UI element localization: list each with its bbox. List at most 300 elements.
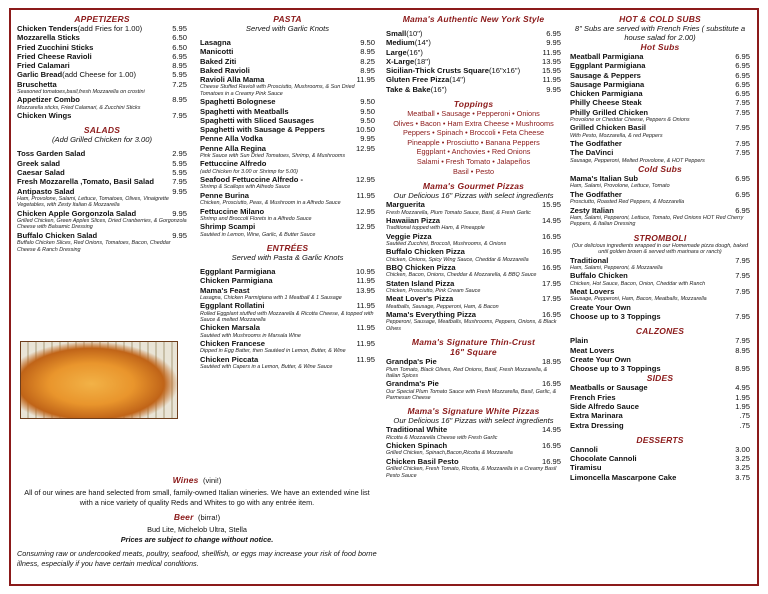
item-name: Create Your Own	[570, 354, 631, 364]
hot-subs-list	[570, 52, 750, 164]
item-price: 7.95	[735, 271, 750, 281]
menu-item	[200, 159, 375, 168]
item-price: 11.95	[356, 75, 375, 85]
menu-item	[200, 116, 375, 125]
item-price: 4.95	[735, 383, 750, 393]
menu-item	[17, 70, 187, 79]
menu-item	[17, 80, 187, 89]
item-price: 16.95	[541, 310, 561, 320]
item-price: 7.95	[172, 177, 187, 187]
gourmet-title: Mama's Gourmet Pizzas	[422, 181, 525, 192]
menu-item	[570, 355, 750, 364]
item-name: Take & Bake	[386, 84, 431, 94]
menu-item	[200, 75, 375, 84]
item-price: 6.50	[172, 42, 187, 52]
topping-line: Salami • Fresh Tomato • Jalapeños	[416, 157, 531, 167]
menu-item	[570, 206, 750, 215]
menu-item	[200, 191, 375, 200]
item-price: 7.95	[735, 148, 750, 158]
item-name: Garlic Bread	[17, 70, 63, 80]
item-name: Fried Zucchini Sticks	[17, 42, 94, 52]
item-name: The Godfather	[570, 139, 622, 149]
menu-item	[17, 209, 187, 218]
item-price: 8.95	[360, 47, 375, 57]
stromboli-title: STROMBOLI	[633, 232, 687, 243]
item-price: 5.95	[172, 24, 187, 33]
item-price: 8.25	[360, 56, 375, 66]
item-name: Grilled Chicken Basil	[570, 123, 646, 133]
item-price: 15.95	[541, 66, 561, 76]
menu-item	[200, 286, 375, 295]
cold-subs-list	[570, 174, 750, 228]
item-name: Meat Lovers	[570, 286, 615, 296]
wines-title-suffix: (vini!)	[203, 476, 222, 485]
menu-item	[570, 61, 750, 70]
item-price: 9.50	[360, 106, 375, 116]
item-name: Tiramisu	[570, 463, 602, 473]
item-price: 12.95	[355, 206, 375, 216]
item-price: 10.50	[355, 125, 375, 135]
item-name: Fried Cheese Ravioli	[17, 51, 92, 61]
item-description: Ham, Salami, Provolone, Lettuce, Tomato	[570, 183, 670, 190]
menu-item	[386, 294, 561, 303]
menu-item	[570, 190, 750, 199]
item-name: Choose up to 3 Toppings	[570, 311, 661, 321]
item-price: 3.25	[735, 463, 750, 473]
item-description: Our Special Plum Tomato Sauce with Fresh Mozzarella, Basil, Garlic, & Parmesan Cheese	[386, 388, 557, 402]
item-size: (16")	[406, 47, 423, 57]
item-price: 9.50	[360, 97, 375, 107]
item-size: (10")	[406, 29, 423, 38]
menu-item	[386, 457, 561, 466]
item-description: Pink Sauce with Sun Dried Tomatoes, Shrimp, & Mushrooms	[200, 153, 346, 160]
item-description: Shrimp and Broccoli Florets in a Alfredo Sauce	[200, 215, 312, 222]
menu-item	[386, 216, 561, 225]
menu-item	[570, 312, 750, 321]
item-name: Sausage & Peppers	[570, 70, 641, 80]
item-description: Prosciutto, Roasted Red Peppers, & Mozzarella	[570, 199, 685, 206]
white-pizzas-title: Mama's Signature White Pizzas	[407, 406, 540, 417]
item-name: Buffalo Chicken Pizza	[386, 247, 465, 257]
item-name: Extra Dressing	[570, 420, 624, 430]
item-name: Mama's Italian Sub	[570, 174, 639, 184]
item-price: 13.95	[541, 56, 561, 66]
item-description: Sautéed in Lemon, Wine, Garlic, & Butter Sauce	[200, 231, 316, 238]
item-price: 10.95	[355, 267, 375, 276]
item-name: Buffalo Chicken Salad	[17, 230, 98, 240]
item-name: Sicilian-Thick Crusts Square	[386, 66, 489, 76]
item-price: 6.95	[735, 174, 750, 184]
item-price: 7.95	[735, 255, 750, 265]
item-name: Create Your Own	[570, 302, 631, 312]
thin-crust-title: Mama's Signature Thin-Crust	[411, 337, 536, 348]
legal-notice: Consuming raw or undercooked meats, poultry, seafood, shellfish, or eggs may increase your risk of food borne illness, especially if you have certain medical conditions.	[17, 549, 377, 568]
item-description: Traditional topped with Ham, & Pineapple	[386, 225, 485, 232]
hot-subs-title: Hot Subs	[640, 42, 680, 52]
menu-item	[17, 24, 187, 33]
item-description: Chicken, Hot Sauce, Bacon, Onion, Cheddar with Ranch	[570, 280, 706, 287]
item-name: Grandma's Pie	[386, 379, 439, 389]
item-description: Cheese Stuffed Ravioli with Prosciutto, Mushrooms, & Sun Dried Tomatoes in a Creamy Pink Sauce	[200, 84, 355, 97]
menu-item	[17, 95, 187, 104]
menu-item	[386, 357, 561, 366]
item-name: Caesar Salad	[17, 168, 65, 178]
entrees-list	[200, 267, 375, 371]
pasta-title: PASTA	[273, 14, 302, 24]
item-size: (18")	[414, 56, 431, 66]
item-name: Choose up to 3 Toppings	[570, 364, 661, 374]
item-description: Dipped in Egg Batter, then Sautéed in Lemon, Butter, & Wine	[200, 348, 346, 355]
item-name: Extra Marinara	[570, 411, 623, 421]
menu-item	[570, 346, 750, 355]
menu-item	[570, 271, 750, 280]
item-name: Chicken Piccata	[200, 354, 259, 364]
item-price: 3.00	[735, 444, 750, 454]
thin-crust-list	[386, 357, 561, 401]
item-name: Chocolate Cannoli	[570, 454, 637, 464]
item-name: Veggie Pizza	[386, 231, 432, 241]
wines-text: All of our wines are hand selected from small, family-owned Italian wineries. We have an extended wine list with a nice variety of quality Reds and Whites to go with any entrée item.	[24, 488, 370, 507]
gourmet-subtitle: Our Delicious 16" Pizzas with select ingredients	[393, 191, 554, 201]
menu-item	[200, 222, 375, 231]
menu-item	[386, 75, 561, 84]
appetizers-list	[17, 24, 187, 120]
item-name: Traditional	[570, 255, 609, 265]
menu-item	[570, 71, 750, 80]
item-price: 13.95	[355, 285, 375, 295]
item-price: 9.95	[172, 230, 187, 240]
menu-item	[200, 47, 375, 56]
item-price: 15.95	[541, 200, 561, 210]
topping-line: Peppers • Spinach • Broccoli • Feta Cheese	[402, 128, 545, 138]
menu-item	[200, 355, 375, 364]
item-price: 14.95	[541, 215, 561, 225]
item-name: Fettuccine Milano	[200, 206, 265, 216]
menu-item	[17, 177, 187, 186]
menu-item	[386, 441, 561, 450]
item-price: 7.95	[735, 98, 750, 108]
salads-title: SALADS	[83, 125, 121, 136]
item-price: 6.95	[735, 205, 750, 215]
menu-item	[17, 61, 187, 70]
calzones-title: CALZONES	[635, 326, 685, 337]
item-price: 9.50	[360, 38, 375, 47]
item-name: Zesty Italian	[570, 205, 614, 215]
menu-item	[386, 85, 561, 94]
menu-item	[386, 263, 561, 272]
item-name: Spaghetti with Sliced Sausages	[200, 115, 314, 125]
topping-line: Eggplant • Anchovies • Red Onions	[416, 147, 531, 157]
menu-item	[570, 421, 750, 430]
item-price: 16.95	[541, 231, 561, 241]
item-price: 6.95	[546, 29, 561, 38]
item-price: 11.95	[542, 75, 561, 85]
item-price: 11.95	[542, 47, 561, 57]
item-name: Penne Alla Regina	[200, 143, 266, 153]
item-description: Ham, Salami, Pepperoni, & Mozzarella	[570, 264, 663, 271]
menu-item	[386, 247, 561, 256]
wines-title: Wines	[172, 475, 199, 485]
item-name: Baked Ravioli	[200, 65, 250, 75]
item-description: Lasagna, Chicken Parmigiana with 1 Meatball & 1 Sausage	[200, 294, 342, 301]
item-name: Bruschetta	[17, 79, 57, 89]
item-price: 6.95	[735, 61, 750, 71]
topping-line: Pineapple • Prosciutto • Banana Peppers	[407, 137, 540, 147]
menu-item	[570, 463, 750, 472]
item-price: 1.95	[735, 402, 750, 411]
menu-item	[17, 43, 187, 52]
item-description: Ham, Salami, Pepperoni, Lettuce, Tomato, Red Onions HOT Red Cherry Peppers, & Italian Dressing	[570, 214, 744, 228]
menu-item	[17, 159, 187, 168]
menu-item	[200, 97, 375, 106]
desserts-list	[570, 445, 750, 482]
item-name: Toss Garden Salad	[17, 149, 86, 159]
thin-crust-subtitle: 16" Square	[450, 347, 497, 358]
column-appetizers-salads	[17, 14, 187, 253]
item-name: Mama's Feast	[200, 285, 250, 295]
item-price: 8.95	[735, 364, 750, 374]
item-description: Plum Tomato, Black Olives, Red Onions, Basil, Fresh Mozzarella, & Italian Spices	[386, 366, 548, 379]
item-name: Fresh Mozzarella ,Tomato, Basil Salad	[17, 177, 155, 187]
beer-title-suffix: (birra!)	[198, 513, 221, 522]
menu-item	[200, 38, 375, 47]
item-price: 6.50	[172, 33, 187, 43]
item-name: Large	[386, 47, 407, 57]
item-price: 8.95	[172, 95, 187, 105]
item-price: 9.95	[546, 84, 561, 94]
item-price: 12.95	[355, 175, 375, 185]
white-pizzas-subtitle: Our Delicious 16" Pizzas with select ingredients	[393, 416, 554, 426]
item-price: 3.75	[735, 472, 750, 482]
item-price: 11.95	[356, 190, 375, 200]
menu-item	[570, 445, 750, 454]
item-name: Ravioli Alla Mama	[200, 75, 265, 85]
item-name: Chicken Parmigiana	[200, 276, 273, 286]
item-size: (16"x16")	[488, 66, 521, 76]
item-description: Sausage, Pepperoni, Melted Provolone, & HOT Peppers	[570, 157, 705, 164]
item-size: (14")	[449, 75, 466, 85]
item-price: 6.95	[735, 189, 750, 199]
item-price: 5.95	[172, 70, 187, 80]
item-price: 8.95	[360, 65, 375, 75]
ny-style-title: Mama's Authentic New York Style	[402, 14, 545, 24]
item-name: Traditional White	[386, 425, 448, 435]
item-price: 8.95	[735, 345, 750, 355]
menu-item	[200, 323, 375, 332]
desserts-title: DESSERTS	[636, 434, 684, 445]
item-name: Philly Cheese Steak	[570, 98, 642, 108]
item-description: Grilled Chicken, Green Apples Slices, Dried Cranberries, & Gorgonzola Cheese with Balsamic Dressing	[17, 218, 187, 231]
menu-item	[200, 175, 375, 184]
item-name: The DaVinci	[570, 148, 614, 158]
item-price: 18.95	[541, 357, 561, 367]
item-name: Antipasto Salad	[17, 186, 75, 196]
item-price: 6.95	[735, 89, 750, 99]
item-price: 6.95	[735, 70, 750, 80]
item-price: 7.95	[735, 139, 750, 149]
item-name: Meat Lovers	[570, 345, 615, 355]
calzones-list	[570, 336, 750, 373]
price-note: Prices are subject to change without notice.	[120, 534, 274, 544]
item-name: Greek salad	[17, 158, 61, 168]
item-description: Sautéed Zucchini, Broccoli, Mushrooms, & Onions	[386, 240, 507, 247]
salads-list	[17, 149, 187, 253]
item-price	[372, 159, 375, 168]
menu-item	[570, 411, 750, 420]
menu-item	[570, 393, 750, 402]
menu-item	[386, 57, 561, 66]
item-description: Sautéed with Capers in a Lemon, Butter, & Wine Sauce	[200, 364, 333, 371]
menu-item	[570, 364, 750, 373]
pizza-photo	[20, 341, 178, 419]
item-name: Spaghetti with Sausage & Peppers	[200, 125, 325, 135]
beer-title: Beer	[173, 512, 194, 522]
item-name: Gluten Free Pizza	[386, 75, 450, 85]
item-price: 12.95	[355, 143, 375, 153]
item-name: French Fries	[570, 392, 616, 402]
stromboli-subtitle: (Our delicious ingredients wrapped in our Homemade pizza dough, baked until golden brown & served with marinara or ranch)	[572, 242, 748, 256]
item-price: 7.95	[735, 123, 750, 133]
item-name: Cannoli	[570, 444, 598, 454]
menu-item	[200, 207, 375, 216]
item-description: Ham, Provolone, Salami, Lettuce, Tomatoes, Olives, Vinaigrette Vegetables, with Zesty Italian & Mozzarella	[17, 195, 169, 209]
cold-subs-title: Cold Subs	[638, 164, 682, 175]
menu-item	[17, 187, 187, 196]
menu-item	[17, 33, 187, 42]
topping-line: Olives • Bacon • Ham Extra Cheese • Mushrooms	[393, 118, 554, 128]
menu-item	[386, 200, 561, 209]
menu-item	[570, 52, 750, 61]
item-description: Fresh Mozzarella, Plum Tomato Sauce, Basil, & Fresh Garlic	[386, 209, 531, 216]
column-pasta-entrees	[200, 14, 375, 371]
item-name: Fettuccine Alfredo	[200, 159, 267, 169]
item-name: Meatball Parmigiana	[570, 52, 644, 61]
stromboli-list	[570, 256, 750, 322]
item-price: 14.95	[541, 425, 561, 435]
menu-item	[570, 98, 750, 107]
item-name: Spaghetti with Meatballs	[200, 106, 289, 116]
item-price	[747, 355, 750, 364]
item-note: (add Fries for 1.00)	[77, 24, 143, 33]
menu-item	[200, 276, 375, 285]
item-name: Side Alfredo Sauce	[570, 402, 639, 411]
item-price: 9.50	[360, 115, 375, 125]
item-description: Chicken, Onions, Spicy Wing Sauce, Cheddar & Mozzarella	[386, 256, 529, 263]
menu-item	[17, 149, 187, 158]
item-name: X-Large	[386, 56, 415, 66]
item-name: Meatballs or Sausage	[570, 383, 648, 393]
item-description: (add Chicken for 3.00 or Shrimp for 5.00)	[200, 168, 298, 175]
item-price	[747, 303, 750, 312]
item-size: (16")	[430, 84, 447, 94]
menu-item	[570, 256, 750, 265]
ny-style-list	[386, 29, 561, 94]
item-price: 11.95	[356, 323, 375, 333]
item-note: (add Cheese for 1.00)	[62, 70, 137, 80]
item-name: Small	[386, 29, 407, 38]
menu-item	[17, 111, 187, 120]
item-price: 1.95	[735, 392, 750, 402]
item-price: 7.95	[735, 311, 750, 321]
item-price: 17.95	[541, 294, 561, 304]
item-name: Chicken Spinach	[386, 441, 448, 451]
column-pizzas	[386, 14, 561, 479]
toppings-list	[386, 109, 561, 176]
item-price: 11.95	[356, 339, 375, 349]
white-pizzas-list	[386, 425, 561, 479]
salads-subtitle: (Add Grilled Chicken for 3.00)	[51, 135, 153, 145]
menu-item	[386, 38, 561, 47]
item-name: Mozzarella Sticks	[17, 33, 80, 43]
item-name: Buffalo Chicken	[570, 271, 628, 281]
item-name: Manicotti	[200, 47, 234, 57]
item-price: 7.95	[735, 286, 750, 296]
item-price: 9.95	[546, 38, 561, 48]
sides-title: SIDES	[646, 373, 674, 384]
pasta-subtitle: Served with Garlic Knots	[245, 24, 330, 33]
menu-item	[17, 52, 187, 61]
item-name: Eggplant Parmigiana	[200, 267, 276, 276]
item-description: Chicken, Prosciutto, Peas, & Mushroom in a Alfredo Sauce	[200, 200, 341, 207]
item-price: 7.95	[172, 111, 187, 121]
menu-item	[200, 107, 375, 116]
menu-item	[386, 425, 561, 434]
menu-item	[570, 139, 750, 148]
item-name: Meat Lover's Pizza	[386, 294, 454, 304]
menu-item	[570, 89, 750, 98]
item-price: 9.95	[360, 134, 375, 144]
item-price: .75	[739, 411, 750, 421]
item-price: 6.95	[172, 51, 187, 61]
menu-item	[386, 29, 561, 38]
item-name: Eggplant Parmigiana	[570, 61, 646, 71]
item-price: 11.95	[356, 276, 375, 286]
item-price: 11.95	[356, 354, 375, 364]
item-name: Sausage Parmigiana	[570, 79, 645, 89]
gourmet-list	[386, 200, 561, 332]
menu-item	[386, 379, 561, 388]
beer-list: Bud Lite, Michelob Ultra, Stella	[147, 525, 247, 534]
wines-section	[17, 470, 377, 544]
item-description: Sautéed with Mushrooms in Marsala Wine	[200, 332, 301, 339]
item-description: Chicken, Prosciutto, Pink Cream Sauce	[386, 288, 481, 295]
item-price: 16.95	[541, 247, 561, 257]
menu-item	[570, 402, 750, 411]
item-name: Medium	[386, 38, 415, 48]
item-description: Provolone or Cheddar Cheese, Peppers & Onions	[570, 117, 690, 124]
item-description: Chicken, Bacon, Onions, Cheddar & Mozzarella, & BBQ Sauce	[386, 272, 537, 279]
item-description: Sausage, Pepperoni, Ham, Bacon, Meatballs, Mozzarella	[570, 296, 707, 303]
item-name: Baked Ziti	[200, 56, 237, 66]
item-price: 16.95	[541, 379, 561, 389]
menu-item	[386, 48, 561, 57]
item-name: Hawaiian Pizza	[386, 215, 441, 225]
item-price: 9.95	[172, 186, 187, 196]
menu-item	[570, 336, 750, 345]
menu-item	[570, 454, 750, 463]
item-name: Fried Calamari	[17, 61, 70, 71]
item-price: 16.95	[541, 263, 561, 273]
item-name: Chicken Apple Gorgonzola Salad	[17, 208, 137, 218]
item-description: Meatballs, Sausage, Pepperoni, Ham, & Bacon	[386, 303, 499, 310]
item-price: .75	[739, 420, 750, 430]
menu-item	[200, 301, 375, 310]
menu-item	[570, 303, 750, 312]
item-price: 7.25	[172, 79, 187, 89]
item-price: 16.95	[541, 441, 561, 451]
item-name: Grandpa's Pie	[386, 357, 437, 367]
menu-item	[17, 231, 187, 240]
